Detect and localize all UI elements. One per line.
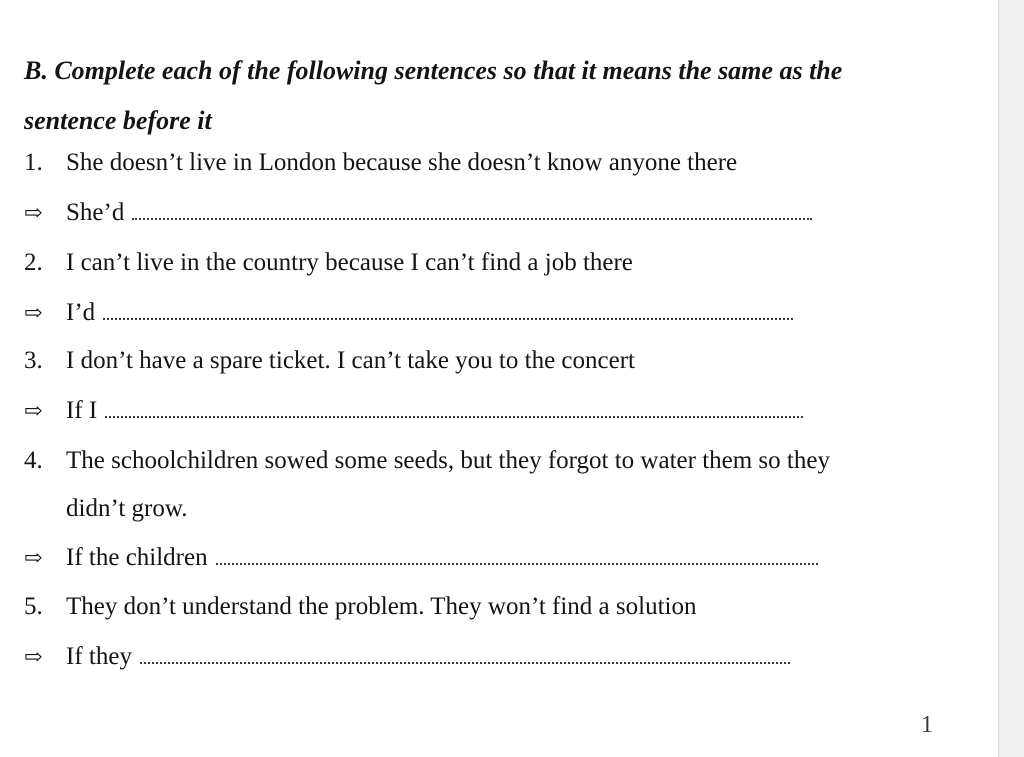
answer-blank[interactable] <box>132 214 812 220</box>
item-number: 3. <box>24 347 43 374</box>
answer-line-2 <box>24 298 793 328</box>
arrow-right-icon: ⇨ <box>24 545 43 570</box>
arrow-right-icon: ⇨ <box>24 398 43 423</box>
answer-blank[interactable] <box>105 412 803 418</box>
page-number: 1 <box>921 712 933 738</box>
item-number: 2. <box>24 249 43 276</box>
answer-line-3 <box>24 396 803 426</box>
item-sentence: They don’t understand the problem. They won’t find a solution <box>66 593 697 620</box>
exercise-item-4 <box>24 446 830 476</box>
exercise-item-5 <box>24 592 696 622</box>
answer-blank[interactable] <box>216 559 818 565</box>
exercise-heading <box>24 46 954 146</box>
arrow-right-icon: ⇨ <box>24 200 43 225</box>
item-sentence: She doesn’t live in London because she doesn’t know anyone there <box>66 149 738 176</box>
answer-line-1 <box>24 198 812 228</box>
answer-prompt: If the children <box>66 544 208 571</box>
window-gutter <box>998 0 1024 757</box>
exercise-item-2 <box>24 248 633 278</box>
answer-line-5 <box>24 642 790 672</box>
item-number: 4. <box>24 447 43 474</box>
answer-blank[interactable] <box>140 658 790 664</box>
heading-line-1: B. Complete each of the following sentences so that it means the same as the <box>24 56 843 85</box>
exercise-item-1 <box>24 148 737 178</box>
heading-line-2: sentence before it <box>24 106 212 135</box>
answer-prompt: She’d <box>66 199 125 226</box>
arrow-right-icon: ⇨ <box>24 644 43 669</box>
item-sentence: I don’t have a spare ticket. I can’t take you to the concert <box>66 347 635 374</box>
answer-prompt: I’d <box>66 299 96 326</box>
answer-blank[interactable] <box>103 314 793 320</box>
item-number: 1. <box>24 149 43 176</box>
answer-prompt: If I <box>66 397 98 424</box>
item-sentence: The schoolchildren sowed some seeds, but they forgot to water them so they <box>66 447 830 474</box>
exercise-item-3 <box>24 346 635 376</box>
answer-line-4 <box>24 543 818 573</box>
item-sentence: I can’t live in the country because I can’t find a job there <box>66 249 633 276</box>
item-number: 5. <box>24 593 43 620</box>
arrow-right-icon: ⇨ <box>24 300 43 325</box>
item-sentence-continuation: didn’t grow. <box>66 495 188 522</box>
answer-prompt: If they <box>66 643 132 670</box>
